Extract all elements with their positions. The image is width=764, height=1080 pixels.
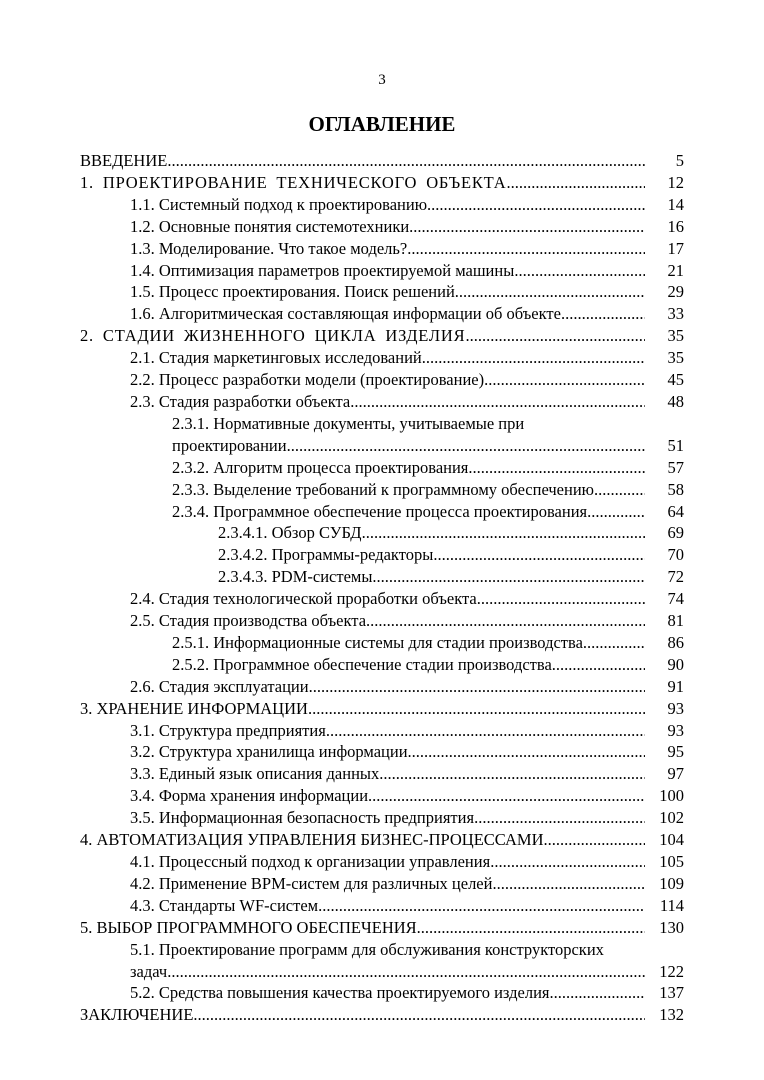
toc-entry[interactable] [80, 851, 684, 873]
dot-leader [433, 544, 645, 566]
toc-entry-text: 4.3. Стандарты WF-систем [130, 895, 319, 915]
toc-page-number: 93 [667, 698, 684, 718]
toc-page-number: 17 [667, 238, 684, 258]
toc-entry-text: 2.3.4.1. Обзор СУБД [218, 523, 362, 543]
toc-page-number: 29 [667, 282, 684, 302]
toc-entry[interactable] [80, 741, 684, 763]
dot-leader [427, 194, 645, 216]
dot-leader [594, 479, 645, 501]
dot-leader [308, 698, 645, 720]
toc-page-number: 70 [667, 545, 684, 565]
dot-leader [287, 435, 645, 457]
toc-entry[interactable] [80, 939, 684, 983]
toc-entry-text: 3. ХРАНЕНИЕ ИНФОРМАЦИИ [80, 698, 308, 718]
dot-leader [474, 807, 645, 829]
toc-entry-text: 3.5. Информационная безопасность предприятия [130, 808, 475, 828]
dot-leader [309, 676, 645, 698]
toc-entry-text: 1.1. Системный подход к проектированию [130, 194, 428, 214]
toc-entry-text-continued: проектировании [172, 435, 287, 455]
dot-leader [492, 873, 645, 895]
toc-entry-text: 2.5. Стадия производства объекта [130, 611, 367, 631]
toc-page-number: 122 [659, 961, 684, 981]
toc-page-number: 12 [667, 172, 684, 192]
dot-leader [379, 763, 645, 785]
toc-entry-text: 1.4. Оптимизация параметров проектируемой машины [130, 260, 515, 280]
dot-leader [350, 391, 645, 413]
page-title: ОГЛАВЛЕНИЕ [308, 112, 456, 136]
toc-page-number: 72 [667, 567, 684, 587]
toc-entry[interactable] [80, 807, 684, 829]
dot-leader [468, 457, 645, 479]
toc-entry[interactable] [80, 720, 684, 742]
toc-entry[interactable] [80, 676, 684, 698]
toc-page-number: 91 [667, 676, 684, 696]
toc-entry-text: 3.4. Форма хранения информации [130, 786, 369, 806]
toc-entry-text: 2.5.1. Информационные системы для стадии производства [172, 632, 583, 652]
toc-entry-text: 3.3. Единый язык описания данных [130, 764, 380, 784]
toc-page-number: 35 [667, 326, 684, 346]
toc-page-number: 90 [667, 654, 684, 674]
dot-leader [407, 238, 645, 260]
toc-entry[interactable] [80, 303, 684, 325]
dot-leader [544, 829, 646, 851]
toc-entry[interactable] [80, 194, 684, 216]
toc-entry-text: 2.5.2. Программное обеспечение стадии производства [172, 654, 552, 674]
toc-entry[interactable] [80, 1004, 684, 1026]
toc-entry[interactable] [80, 216, 684, 238]
dot-leader [422, 347, 645, 369]
toc-entry-text: 4.1. Процессный подход к организации управления [130, 852, 491, 871]
toc-entry[interactable] [80, 238, 684, 260]
toc-entry-text: 2.3.4.2. Программы-редакторы [218, 545, 434, 565]
toc-page-number: 93 [667, 720, 684, 740]
toc-page-number: 130 [659, 917, 684, 937]
toc-entry-text: ЗАКЛЮЧЕНИЕ [80, 1005, 194, 1025]
toc-entry[interactable] [80, 347, 684, 369]
toc-entry[interactable] [80, 763, 684, 785]
toc-page-number: 102 [659, 808, 684, 828]
toc-page-number: 33 [667, 304, 684, 324]
dot-leader [417, 917, 645, 939]
toc-entry[interactable] [80, 325, 684, 347]
toc-page-number: 58 [667, 479, 684, 499]
toc-entry-text: 1.3. Моделирование. Что такое модель? [130, 238, 408, 258]
dot-leader [587, 501, 645, 523]
dot-leader [409, 216, 645, 238]
dot-leader [552, 654, 645, 676]
dot-leader [583, 632, 645, 654]
toc-entry[interactable] [80, 829, 684, 851]
toc-entry-text: 2.2. Процесс разработки модели (проектирование) [130, 370, 485, 390]
toc-page-number: 104 [659, 830, 684, 850]
dot-leader [455, 281, 645, 303]
toc-entry[interactable] [80, 172, 684, 194]
dot-leader [484, 369, 645, 391]
toc-entry[interactable] [80, 873, 684, 895]
toc-entry[interactable] [80, 150, 684, 172]
toc-page-number: 100 [659, 786, 684, 806]
toc-page-number: 45 [667, 370, 684, 390]
dot-leader [368, 785, 645, 807]
toc-entry[interactable] [80, 698, 684, 720]
toc-entry-text: ВВЕДЕНИЕ [80, 151, 168, 170]
toc-entry[interactable] [80, 260, 684, 282]
toc-entry[interactable] [80, 369, 684, 391]
toc-entry[interactable] [80, 895, 684, 917]
toc-entry[interactable] [80, 610, 684, 632]
toc-entry-text: 2.3.2. Алгоритм процесса проектирования [172, 457, 469, 477]
toc-entry[interactable] [80, 281, 684, 303]
toc-entry-text: 1. ПРОЕКТИРОВАНИЕ ТЕХНИЧЕСКОГО ОБЪЕКТА [80, 172, 507, 192]
toc-entry-text: 3.2. Структура хранилища информации [130, 742, 408, 762]
toc-entry-text: 5. ВЫБОР ПРОГРАММНОГО ОБЕСПЕЧЕНИЯ [80, 917, 417, 937]
toc-page-number: 35 [667, 348, 684, 368]
toc-entry[interactable] [80, 654, 684, 676]
toc-entry-text: 2.3.4. Программное обеспечение процесса проектирования [172, 501, 588, 521]
toc-page-number: 137 [659, 983, 684, 1003]
toc-entry[interactable] [80, 982, 684, 1004]
toc-entry[interactable] [80, 632, 684, 654]
toc-entry[interactable] [80, 479, 684, 501]
toc-page-number: 105 [659, 852, 684, 871]
toc-entry[interactable] [80, 501, 684, 523]
toc-entry[interactable] [80, 522, 684, 544]
toc-entry[interactable] [80, 457, 684, 479]
toc-entry-text: 4.2. Применение BPM-систем для различных целей [130, 873, 493, 893]
toc-entry[interactable] [80, 544, 684, 566]
dot-leader [366, 610, 645, 632]
toc-page-number: 48 [667, 391, 684, 411]
dot-leader [514, 260, 645, 282]
toc-entry-text: 2.1. Стадия маркетинговых исследований [130, 348, 422, 368]
toc-entry-text: 2.4. Стадия технологической проработки объекта [130, 589, 477, 609]
toc-page-number: 69 [667, 523, 684, 543]
toc-entry[interactable] [80, 391, 684, 413]
toc-entry-text: 2.3. Стадия разработки объекта [130, 391, 351, 411]
toc-entry-text: 3.1. Структура предприятия [130, 720, 326, 740]
toc-entry-text: 2. СТАДИИ ЖИЗНЕННОГО ЦИКЛА ИЗДЕЛИЯ [80, 326, 466, 346]
dot-leader [167, 961, 645, 983]
toc-entry[interactable] [80, 588, 684, 610]
toc-page-number: 132 [659, 1005, 684, 1025]
toc-entry-text: 1.6. Алгоритмическая составляющая информации об объекте [130, 304, 561, 324]
toc-entry[interactable] [80, 917, 684, 939]
toc-entry-text: 2.3.4.3. PDM-системы [218, 567, 373, 587]
dot-leader [372, 566, 645, 588]
dot-leader [506, 172, 645, 194]
dot-leader [408, 741, 645, 763]
toc-page-number: 86 [667, 632, 684, 652]
dot-leader [167, 150, 645, 172]
dot-leader [550, 982, 646, 1004]
toc-entry[interactable] [80, 785, 684, 807]
toc-page-number: 5 [675, 151, 684, 170]
dot-leader [362, 522, 645, 544]
toc-page-number: 95 [667, 742, 684, 762]
toc-entry-text: 4. АВТОМАТИЗАЦИЯ УПРАВЛЕНИЯ БИЗНЕС-ПРОЦЕССАМИ [80, 830, 544, 850]
dot-leader [465, 325, 645, 347]
dot-leader [477, 588, 645, 610]
toc-entry-text: 1.2. Основные понятия системотехники [130, 216, 410, 236]
toc-entry-text: 5.2. Средства повышения качества проектируемого изделия [130, 983, 550, 1003]
dot-leader [193, 1004, 645, 1026]
toc-entry-text-continued: задач [130, 961, 168, 981]
dot-leader [561, 303, 645, 325]
toc-entry-text: 2.3.3. Выделение требований к программному обеспечению [172, 479, 594, 499]
toc-page-number: 64 [667, 501, 684, 521]
toc-page-number: 16 [667, 216, 684, 236]
toc-page-number: 51 [667, 435, 684, 455]
toc-page-number: 109 [659, 873, 684, 893]
toc-page-number: 14 [667, 194, 684, 214]
toc-entry[interactable] [80, 413, 684, 457]
dot-leader [490, 851, 645, 873]
toc-entry-text: 2.3.1. Нормативные документы, учитываемые при [172, 413, 525, 433]
toc-page-number: 74 [667, 589, 684, 609]
page-number: 3 [378, 72, 386, 88]
toc-page-number: 21 [667, 260, 684, 280]
toc-entry-text: 2.6. Стадия эксплуатации [130, 676, 309, 696]
toc-page-number: 81 [667, 611, 684, 631]
toc-entry[interactable] [80, 566, 684, 588]
toc-page-number: 114 [659, 895, 684, 915]
toc-page-number: 57 [667, 457, 684, 477]
dot-leader [318, 895, 645, 917]
toc-entry-text: 1.5. Процесс проектирования. Поиск решений [130, 282, 455, 302]
toc-entry-text: 5.1. Проектирование программ для обслуживания конструкторских [130, 939, 604, 959]
toc-page-number: 97 [667, 764, 684, 784]
dot-leader [326, 720, 645, 742]
table-of-contents [80, 150, 684, 1026]
